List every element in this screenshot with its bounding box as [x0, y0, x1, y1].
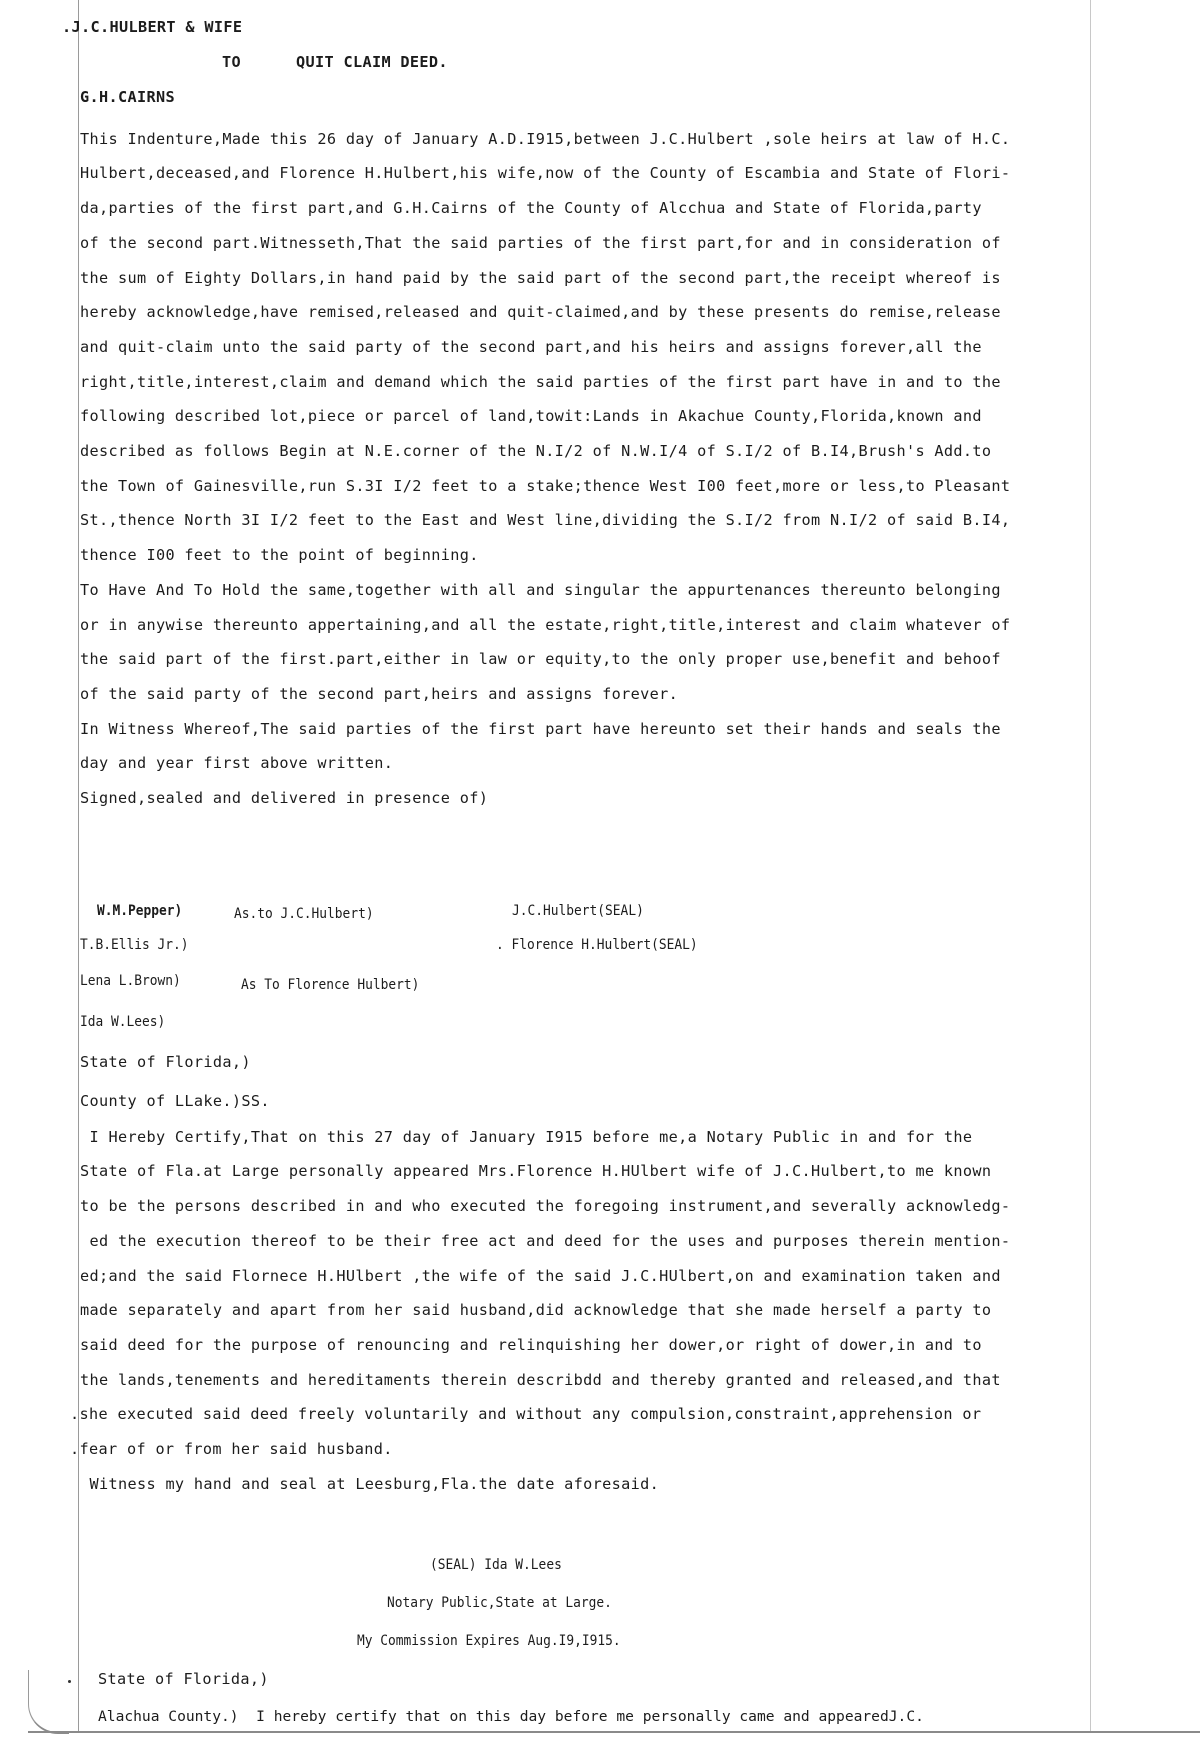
deed-line: or in anywise thereunto appertaining,and all the estate,right,title,interest and claim whatever of: [80, 616, 1011, 634]
certificate-line: to be the persons described in and who executed the foregoing instrument,and severally acknowledg-: [80, 1197, 1011, 1215]
notary-commission: My Commission Expires Aug.I9,I915.: [357, 1633, 621, 1649]
deed-line: of the said party of the second part,heirs and assigns forever.: [80, 685, 679, 703]
certificate-line: ed;and the said Flornece H.HUlbert ,the wife of the said J.C.HUlbert,on and examination taken and: [80, 1267, 1001, 1285]
page-corner-curl: [28, 1670, 69, 1734]
as-to-florence-hulbert: As To Florence Hulbert): [241, 977, 420, 993]
deed-line: Signed,sealed and delivered in presence of): [80, 789, 489, 807]
document-title: QUIT CLAIM DEED.: [296, 53, 448, 71]
to-label: TO: [222, 53, 241, 71]
deed-line: described as follows Begin at N.E.corner of the N.I/2 of N.W.I/4 of S.I/2 of B.I4,Brush's Add.to: [80, 442, 992, 460]
certificate-line: said deed for the purpose of renouncing and relinquishing her dower,or right of dower,in and to: [80, 1336, 982, 1354]
certificate-line: .fear of or from her said husband.: [70, 1440, 393, 1458]
witness-ellis: T.B.Ellis Jr.): [80, 937, 189, 953]
certificate-line: State of Fla.at Large personally appeared Mrs.Florence H.HUlbert wife of J.C.Hulbert,to me known: [80, 1162, 992, 1180]
right-page-edge: [1090, 0, 1091, 1732]
deed-line: thence I00 feet to the point of beginning.: [80, 546, 479, 564]
grantee-heading: G.H.CAIRNS: [80, 88, 175, 106]
deed-line: This Indenture,Made this 26 day of January A.D.I915,between J.C.Hulbert ,sole heirs at law of H.C.: [80, 130, 1011, 148]
certificate-line: .she executed said deed freely voluntarily and without any compulsion,constraint,apprehension or: [70, 1405, 982, 1423]
certificate-line: made separately and apart from her said husband,did acknowledge that she made herself a party to: [80, 1301, 992, 1319]
certificate-line: the lands,tenements and hereditaments therein describdd and thereby granted and released,and that: [80, 1371, 1001, 1389]
stray-mark: [68, 1680, 71, 1683]
deed-line: da,parties of the first part,and G.H.Cairns of the County of Alcchua and State of Florida,party: [80, 199, 982, 217]
deed-line: Hulbert,deceased,and Florence H.Hulbert,his wife,now of the County of Escambia and State of Flori-: [80, 164, 1011, 182]
deed-line: In Witness Whereof,The said parties of the first part have hereunto set their hands and seals the: [80, 720, 1001, 738]
witness-pepper: W.M.Pepper): [97, 903, 183, 919]
as-to-jc-hulbert: As.to J.C.Hulbert): [234, 906, 374, 922]
venue2-state: State of Florida,): [98, 1670, 269, 1688]
bottom-page-edge: [28, 1731, 1200, 1733]
deed-line: of the second part.Witnesseth,That the said parties of the first part,for and in consideration of: [80, 234, 1001, 252]
deed-line: hereby acknowledge,have remised,released and quit-claimed,and by these presents do remise,release: [80, 303, 1001, 321]
deed-line: St.,thence North 3I I/2 feet to the East and West line,dividing the S.I/2 from N.I/2 of said B.I4,: [80, 511, 1011, 529]
venue-state: State of Florida,): [80, 1053, 251, 1071]
deed-line: the Town of Gainesville,run S.3I I/2 feet to a stake;thence West I00 feet,more or less,to Pleasant: [80, 477, 1011, 495]
deed-line: right,title,interest,claim and demand which the said parties of the first part have in and to the: [80, 373, 1001, 391]
signature-jc-hulbert: J.C.Hulbert(SEAL): [512, 903, 644, 919]
grantor-heading: .J.C.HULBERT & WIFE: [62, 18, 243, 36]
certificate-line: Witness my hand and seal at Leesburg,Fla.the date aforesaid.: [80, 1475, 660, 1493]
deed-line: day and year first above written.: [80, 754, 394, 772]
deed-line: To Have And To Hold the same,together with all and singular the appurtenances thereunto belonging: [80, 581, 1001, 599]
witness-lees: Ida W.Lees): [80, 1014, 166, 1030]
venue-county: County of LLake.)SS.: [80, 1092, 270, 1110]
signature-florence-hulbert: . Florence H.Hulbert(SEAL): [496, 937, 698, 953]
left-margin-rule: [78, 0, 79, 1732]
notary-seal-name: (SEAL) Ida W.Lees: [430, 1557, 562, 1573]
witness-brown: Lena L.Brown): [80, 973, 181, 989]
deed-line: the said part of the first.part,either in law or equity,to the only proper use,benefit and behoof: [80, 650, 1001, 668]
deed-line: the sum of Eighty Dollars,in hand paid by the said part of the second part,the receipt whereof is: [80, 269, 1001, 287]
deed-line: and quit-claim unto the said party of the second part,and his heirs and assigns forever,all the: [80, 338, 982, 356]
certificate-line: I Hereby Certify,That on this 27 day of January I915 before me,a Notary Public in and for the: [80, 1128, 973, 1146]
deed-line: following described lot,piece or parcel of land,towit:Lands in Akachue County,Florida,known and: [80, 407, 982, 425]
certificate-line: ed the execution thereof to be their free act and deed for the uses and purposes therein mention-: [80, 1232, 1011, 1250]
notary-title: Notary Public,State at Large.: [387, 1595, 612, 1611]
venue2-county-line: Alachua County.) I hereby certify that on this day before me personally came and appearedJ.C.: [98, 1708, 924, 1725]
